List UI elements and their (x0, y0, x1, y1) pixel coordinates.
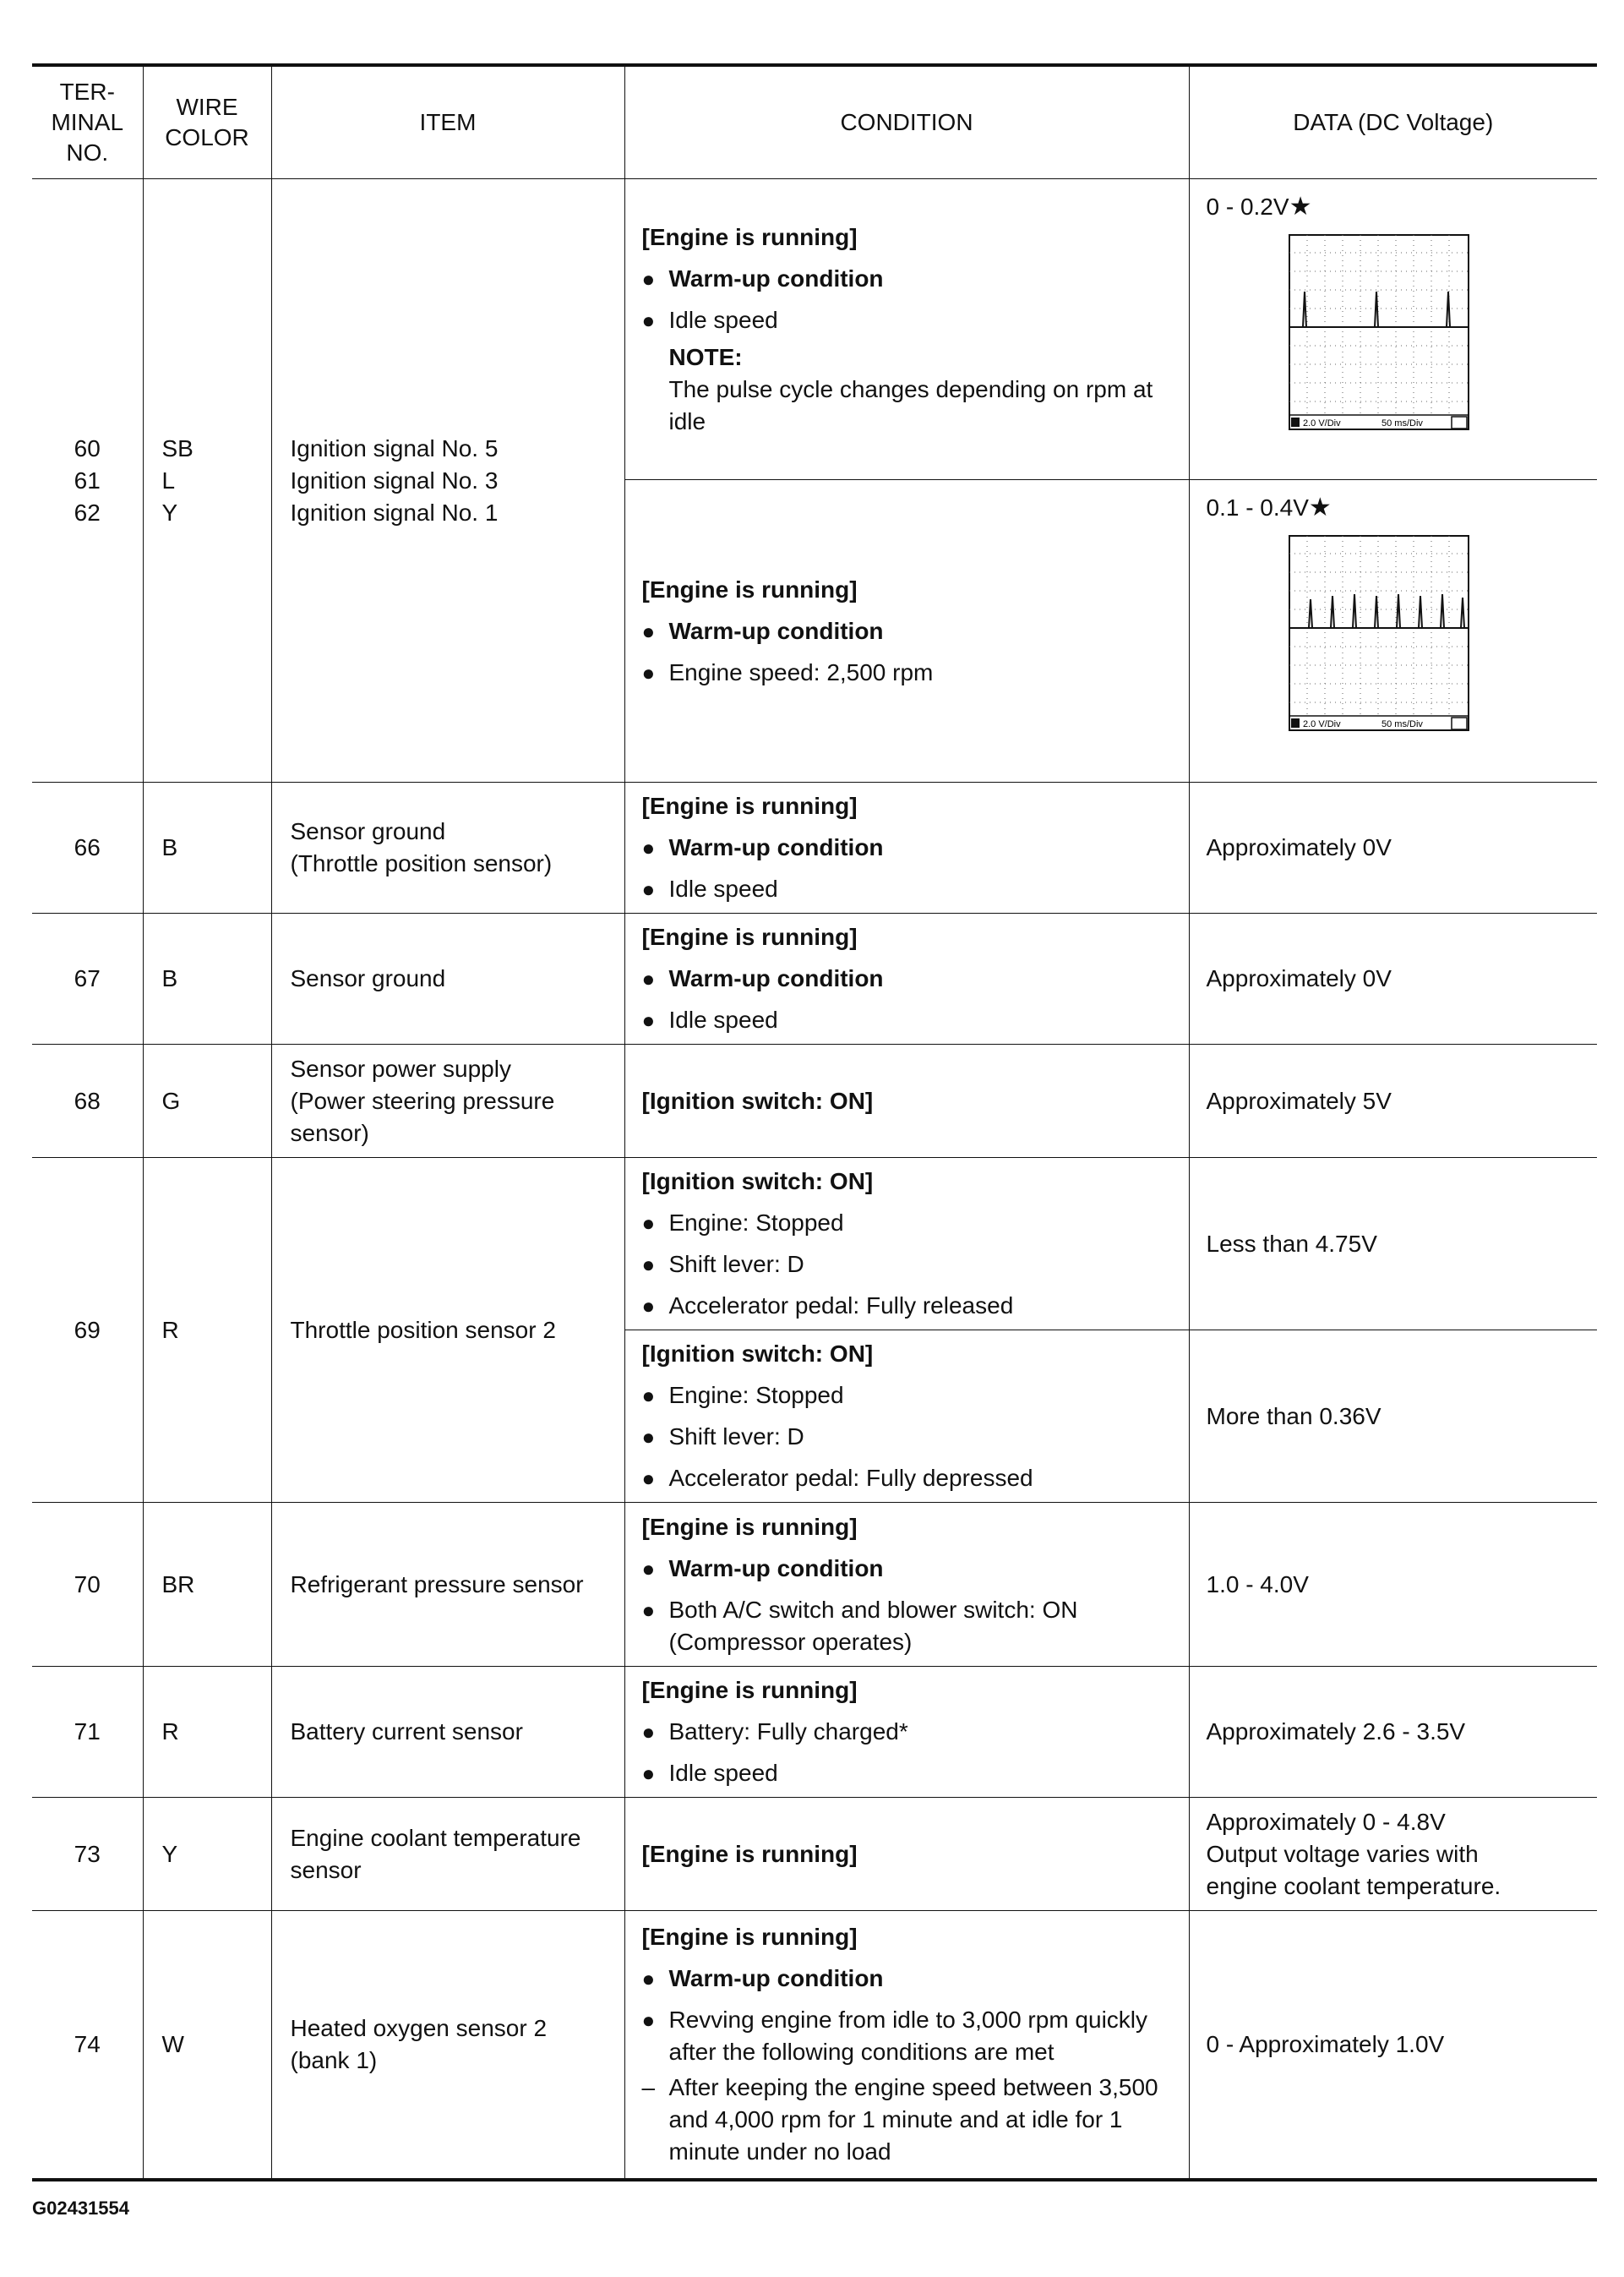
data-cell: Approximately 0 - 4.8V Output voltage varies with engine coolant temperature. (1189, 1798, 1597, 1911)
wire-color-cell: BR (143, 1503, 271, 1667)
data-cell: Approximately 2.6 - 3.5V (1189, 1667, 1597, 1798)
wire-color-cell: Y (143, 1798, 271, 1911)
wire-color-cell: B (143, 914, 271, 1045)
header-wire-color: WIRE COLOR (143, 65, 271, 179)
item-cell: Throttle position sensor 2 (271, 1158, 624, 1503)
condition-cell: [Engine is running] ● Warm-up condition ● Idle speed (624, 914, 1189, 1045)
terminal-cell: 66 (32, 783, 143, 914)
terminal-table (32, 63, 1597, 2181)
terminal-cell: 60 61 62 (32, 179, 143, 783)
table-row (32, 1667, 1597, 1798)
item-cell: Sensor power supply (Power steering pressure sensor) (271, 1045, 624, 1158)
star-icon: ★ (1289, 193, 1312, 221)
svg-text:50 ms/Div: 50 ms/Div (1381, 418, 1423, 429)
wire-color-cell: W (143, 1911, 271, 2180)
item-cell: Sensor ground (271, 914, 624, 1045)
wire-color-cell: G (143, 1045, 271, 1158)
svg-text:2.0 V/Div: 2.0 V/Div (1302, 719, 1341, 729)
header-row (32, 65, 1597, 179)
note: NOTE: The pulse cycle changes depending on rpm at idle (668, 343, 1153, 434)
terminal-cell: 68 (32, 1045, 143, 1158)
table-row (32, 783, 1597, 914)
condition-cell: [Engine is running] ● Warm-up condition ● Idle speed (624, 783, 1189, 914)
wire-color-cell: R (143, 1667, 271, 1798)
data-cell: More than 0.36V (1189, 1330, 1597, 1503)
svg-text:2.0 V/Div: 2.0 V/Div (1302, 418, 1341, 429)
table-row (32, 1503, 1597, 1667)
condition-cell: [Engine is running] ● Warm-up condition ● Engine speed: 2,500 rpm (624, 480, 1189, 783)
header-data: DATA (DC Voltage) (1189, 65, 1597, 179)
condition-cell: [Ignition switch: ON] ● Engine: Stopped ● Shift lever: D ● Accelerator pedal: Fully released (624, 1158, 1189, 1330)
data-cell: Approximately 0V (1189, 783, 1597, 914)
item-cell: Refrigerant pressure sensor (271, 1503, 624, 1667)
condition-cell: [Engine is running] ● Battery: Fully charged* ● Idle speed (624, 1667, 1189, 1798)
condition-cell: [Ignition switch: ON] ● Engine: Stopped ● Shift lever: D ● Accelerator pedal: Fully depressed (624, 1330, 1189, 1503)
wire-color-cell: R (143, 1158, 271, 1503)
data-cell: 0 - 0.2V★ 2.0 V/Div 50 ms/Div (1189, 179, 1597, 480)
data-cell: 1.0 - 4.0V (1189, 1503, 1597, 1667)
condition-cell: [Engine is running] ● Warm-up condition ● Idle speed NOTE: The pulse cycle changes depending on rpm at idle (624, 179, 1189, 480)
table-row (32, 1158, 1597, 1330)
oscilloscope-waveform (1289, 535, 1469, 731)
figure-code: G02431554 (32, 2198, 129, 2219)
terminal-cell: 74 (32, 1911, 143, 2180)
condition-cell: [Ignition switch: ON] (624, 1045, 1189, 1158)
header-terminal-no: TER- MINAL NO. (32, 65, 143, 179)
terminal-cell: 73 (32, 1798, 143, 1911)
data-cell: 0 - Approximately 1.0V (1189, 1911, 1597, 2180)
table-row (32, 179, 1597, 480)
table-row (32, 1045, 1597, 1158)
wire-color-cell: B (143, 783, 271, 914)
table-row (32, 1911, 1597, 2180)
condition-cell: [Engine is running] ● Warm-up condition ● Both A/C switch and blower switch: ON (Compressor operates) (624, 1503, 1189, 1667)
oscilloscope-waveform (1289, 234, 1469, 430)
data-cell: Approximately 0V (1189, 914, 1597, 1045)
terminal-cell: 69 (32, 1158, 143, 1503)
header-item: ITEM (271, 65, 624, 179)
item-cell: Engine coolant temperature sensor (271, 1798, 624, 1911)
table-row (32, 914, 1597, 1045)
item-cell: Sensor ground (Throttle position sensor) (271, 783, 624, 914)
condition-cell: [Engine is running] (624, 1798, 1189, 1911)
terminal-cell: 70 (32, 1503, 143, 1667)
svg-text:50 ms/Div: 50 ms/Div (1381, 719, 1423, 729)
terminal-cell: 67 (32, 914, 143, 1045)
item-cell: Heated oxygen sensor 2 (bank 1) (271, 1911, 624, 2180)
data-cell: Less than 4.75V (1189, 1158, 1597, 1330)
table-row (32, 1798, 1597, 1911)
terminal-cell: 71 (32, 1667, 143, 1798)
item-cell: Ignition signal No. 5 Ignition signal No. 3 Ignition signal No. 1 (271, 179, 624, 783)
data-cell: Approximately 5V (1189, 1045, 1597, 1158)
data-cell: 0.1 - 0.4V★ 2.0 V/Div 50 ms/Div (1189, 480, 1597, 783)
condition-cell: [Engine is running] ● Warm-up condition ● Revving engine from idle to 3,000 rpm quickly after the following conditions are met – After keeping the engine speed between 3,500 and 4,000 rpm for 1 minute and at idle for 1 minute under no load (624, 1911, 1189, 2180)
header-condition: CONDITION (624, 65, 1189, 179)
wire-color-cell: SB L Y (143, 179, 271, 783)
item-cell: Battery current sensor (271, 1667, 624, 1798)
star-icon: ★ (1308, 494, 1332, 521)
terminal-data-sheet (32, 63, 1597, 2181)
